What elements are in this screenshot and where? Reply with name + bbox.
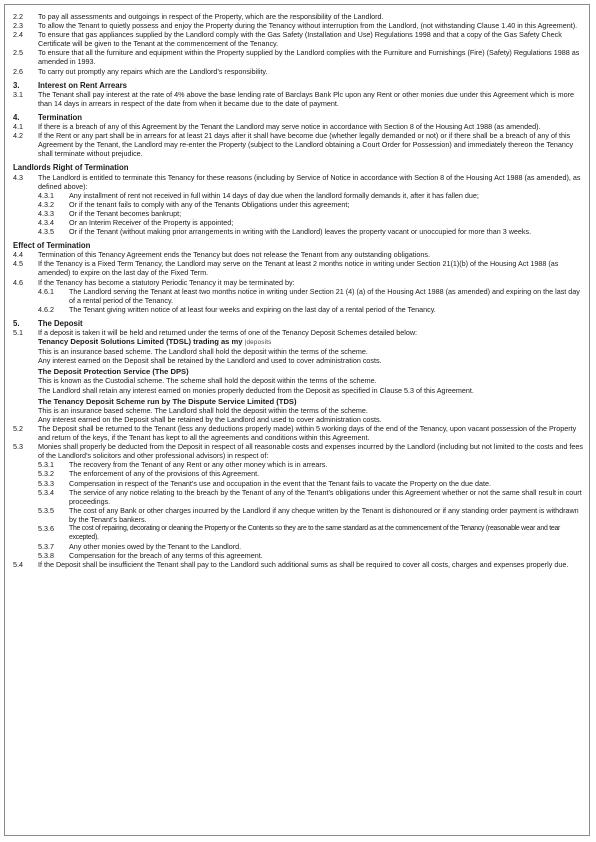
scheme-tds: The Tenancy Deposit Scheme run by The Dispute Service Limited (TDS) This is an insurance based scheme. The Landlord shall hold the deposit within the terms of the scheme. Any interest earned on the Deposit shall be retained by the Landlord and used to cover administration costs. xyxy=(38,396,382,424)
mydeposits-logo: |deposits xyxy=(244,339,272,347)
clause-4-5: 4.5 If the Tenancy is a Fixed Term Tenancy, the Landlord may serve on the Tenant at least 2 months notice in writing under Section 21(1)(b) of the Housing Act 1988 (as amended) to expire on the last day of the Fixed Term. xyxy=(13,259,559,278)
clause-5-3-2: 5.3.2 The enforcement of any of the provisions of this Agreement. xyxy=(38,469,260,479)
clause-4-2: 4.2 If the Rent or any part shall be in arrears for at least 21 days after it shall have become due (whether legally demanded or not) or if there shall be a breach of any of this Agreement by the Tenant, the Landlord may re-enter the Property (subject to the Landlord obtaining a Court Order for Possession) and immediately thereon the Tenancy shall terminate without prejudice. xyxy=(13,131,574,159)
scheme-tdsl: Tenancy Deposit Solutions Limited (TDSL) trading as my |deposits This is an insurance based scheme. The Landlord shall hold the deposit within the terms of the scheme. Any interest earned on the Deposit shall be retained by the Landlord and used to cover administration costs. xyxy=(38,337,585,365)
document-page xyxy=(4,4,590,836)
clause-4-6-2: 4.6.2 The Tenant giving written notice of at least four weeks and expiring on the last day of a rental period of the Tenancy. xyxy=(38,304,436,314)
clause-5-1: 5.1 If a deposit is taken it will be held and returned under the terms of one of the Tenancy Deposit Schemes detailed below: xyxy=(13,328,418,337)
scheme-tdsl-title: Tenancy Deposit Solutions Limited (TDSL) trading as my |deposits xyxy=(38,337,272,347)
heading-3: 3. Interest on Rent Arrears xyxy=(13,80,127,90)
heading-effect-of-termination: Effect of Termination xyxy=(13,241,91,251)
clause-5-3-8: 5.3.8 Compensation for the breach of any terms of this agreement. xyxy=(38,551,263,561)
clause-5-3-1: 5.3.1 The recovery from the Tenant of any Rent or any other money which is in arrears. xyxy=(38,460,328,470)
clause-2-3: 2.3 To allow the Tenant to quietly possess and enjoy the Property during the Tenancy without interruption from the Landlord, (not withstanding Clause 1.40 in this Agreement). xyxy=(13,21,578,31)
clause-4-3-3: 4.3.3 Or if the Tenant becomes bankrupt; xyxy=(38,208,182,218)
clause-2-5: 2.5 To ensure that all the furniture and equipment within the Property supplied by the Landlord complies with the Furniture and Furnishings (Fire) (Safety) Regulations 1988 as amended in 1993. xyxy=(13,48,580,67)
heading-landlords-right: Landlords Right of Termination xyxy=(13,163,129,173)
clause-4-3-5: 4.3.5 Or if the Tenant (without making prior arrangements in writing with the Landlord) leaves the property vacant or unoccupied for more than 3 weeks. xyxy=(38,227,532,237)
clause-4-1: 4.1 If there is a breach of any of this Agreement by the Tenant the Landlord may serve notice in accordance with Section 8 of the Housing Act 1988 (as amended). xyxy=(13,122,541,132)
clause-2-6: 2.6 To carry out promptly any repairs which are the Landlord’s responsibility. xyxy=(13,66,268,76)
heading-5: 5. The Deposit xyxy=(13,318,83,328)
clause-4-6-1: 4.6.1 The Landlord serving the Tenant at least two months notice in writing under Section 21 (4) (a) of the Housing Act 1988 (as amended) and expiring on the last day of a rental period of the Tenancy. xyxy=(38,286,580,305)
clause-4-3-4: 4.3.4 Or an Interim Receiver of the Property is appointed; xyxy=(38,217,234,227)
clause-4-3-1: 4.3.1 Any installment of rent not received in full within 14 days of day due when the landlord formally demands it, after it has fallen due; xyxy=(38,190,479,200)
clause-5-3-4: 5.3.4 The service of any notice relating to the breach by the Tenant of any of the Tenant’s obligations under this Agreement whether or not the same shall result in court proceedings. xyxy=(38,487,582,506)
clause-5-3: 5.3 Monies shall properly be deducted from the Deposit in respect of all reasonable costs and expenses incurred by the Landlord (including but not limited to the costs and fees of the Landlord’s solicitors and other professional advisors) in respect of: xyxy=(13,442,583,461)
heading-4: 4. Termination xyxy=(13,112,83,122)
scheme-dps: The Deposit Protection Service (The DPS) This is known as the Custodial scheme. The scheme shall hold the deposit within the terms of the scheme. The Landlord shall retain any interest earned on monies properly deducted from the Deposit as specified in Clause 5.3 of this Agreement. xyxy=(38,367,474,395)
clause-4-3: 4.3 The Landlord is entitled to terminate this Tenancy for these reasons (including by Service of Notice in accordance with Section 8 of the Housing Act 1988 (as amended), as defined above): xyxy=(13,172,581,191)
clause-5-3-7: 5.3.7 Any other monies owed by the Tenant to the Landlord. xyxy=(38,542,242,552)
clause-4-6: 4.6 If the Tenancy has become a statutory Periodic Tenancy it may be terminated by: xyxy=(13,277,295,287)
clause-4-3-2: 4.3.2 Or if the tenant fails to comply with any of the Tenants Obligations under this agreement; xyxy=(38,199,350,209)
clause-5-3-3: 5.3.3 Compensation in respect of the Tenant’s use and occupation in the event that the Tenant fails to vacate the Property on the due date. xyxy=(38,478,491,488)
clause-2-4: 2.4 To ensure that gas appliances supplied by the Landlord comply with the Gas Safety (Installation and Use) Regulations 1998 and that a copy of the Gas Safety Check Certificate will be given to the Tenant at the commencement of the Tenancy. xyxy=(13,30,562,49)
clause-5-3-5: 5.3.5 The cost of any Bank or other charges incurred by the Landlord if any cheque written by the Tenant is dishonoured or if any standing order payment is withdrawn by the Tenant’s bankers. xyxy=(38,505,579,524)
document-body xyxy=(13,12,585,569)
clause-2-2: 2.2 To pay all assessments and outgoings in respect of the Property, which are the responsibility of the Landlord. xyxy=(13,12,384,21)
clause-3-1: 3.1 The Tenant shall pay interest at the rate of 4% above the base lending rate of Barclays Bank Plc upon any Rent or other monies due under this Agreement which is more than 14 days in arrears in respect of the date from when it became due to the date of payment. xyxy=(13,89,575,108)
clause-5-2: 5.2 The Deposit shall be returned to the Tenant (less any deductions properly made) within 5 working days of the end of the Tenancy, upon vacant possession of the Property and return of the keys, if the Tenant has kept to all the agreements and conditions within this Agreement. xyxy=(13,423,577,443)
clause-5-4: 5.4 If the Deposit shall be insufficient the Tenant shall pay to the Landlord such additional sums as shall be required to cover all costs, charges and expenses properly due. xyxy=(13,560,569,570)
clause-5-3-6: 5.3.6 The cost of repairing, decorating or cleaning the Property or the Contents so they are to the same standard as at the commencement of the Tenancy (reasonable wear and tear excepted). xyxy=(38,523,561,542)
clause-4-4: 4.4 Termination of this Tenancy Agreement ends the Tenancy but does not release the Tenant from any outstanding obligations. xyxy=(13,250,430,260)
